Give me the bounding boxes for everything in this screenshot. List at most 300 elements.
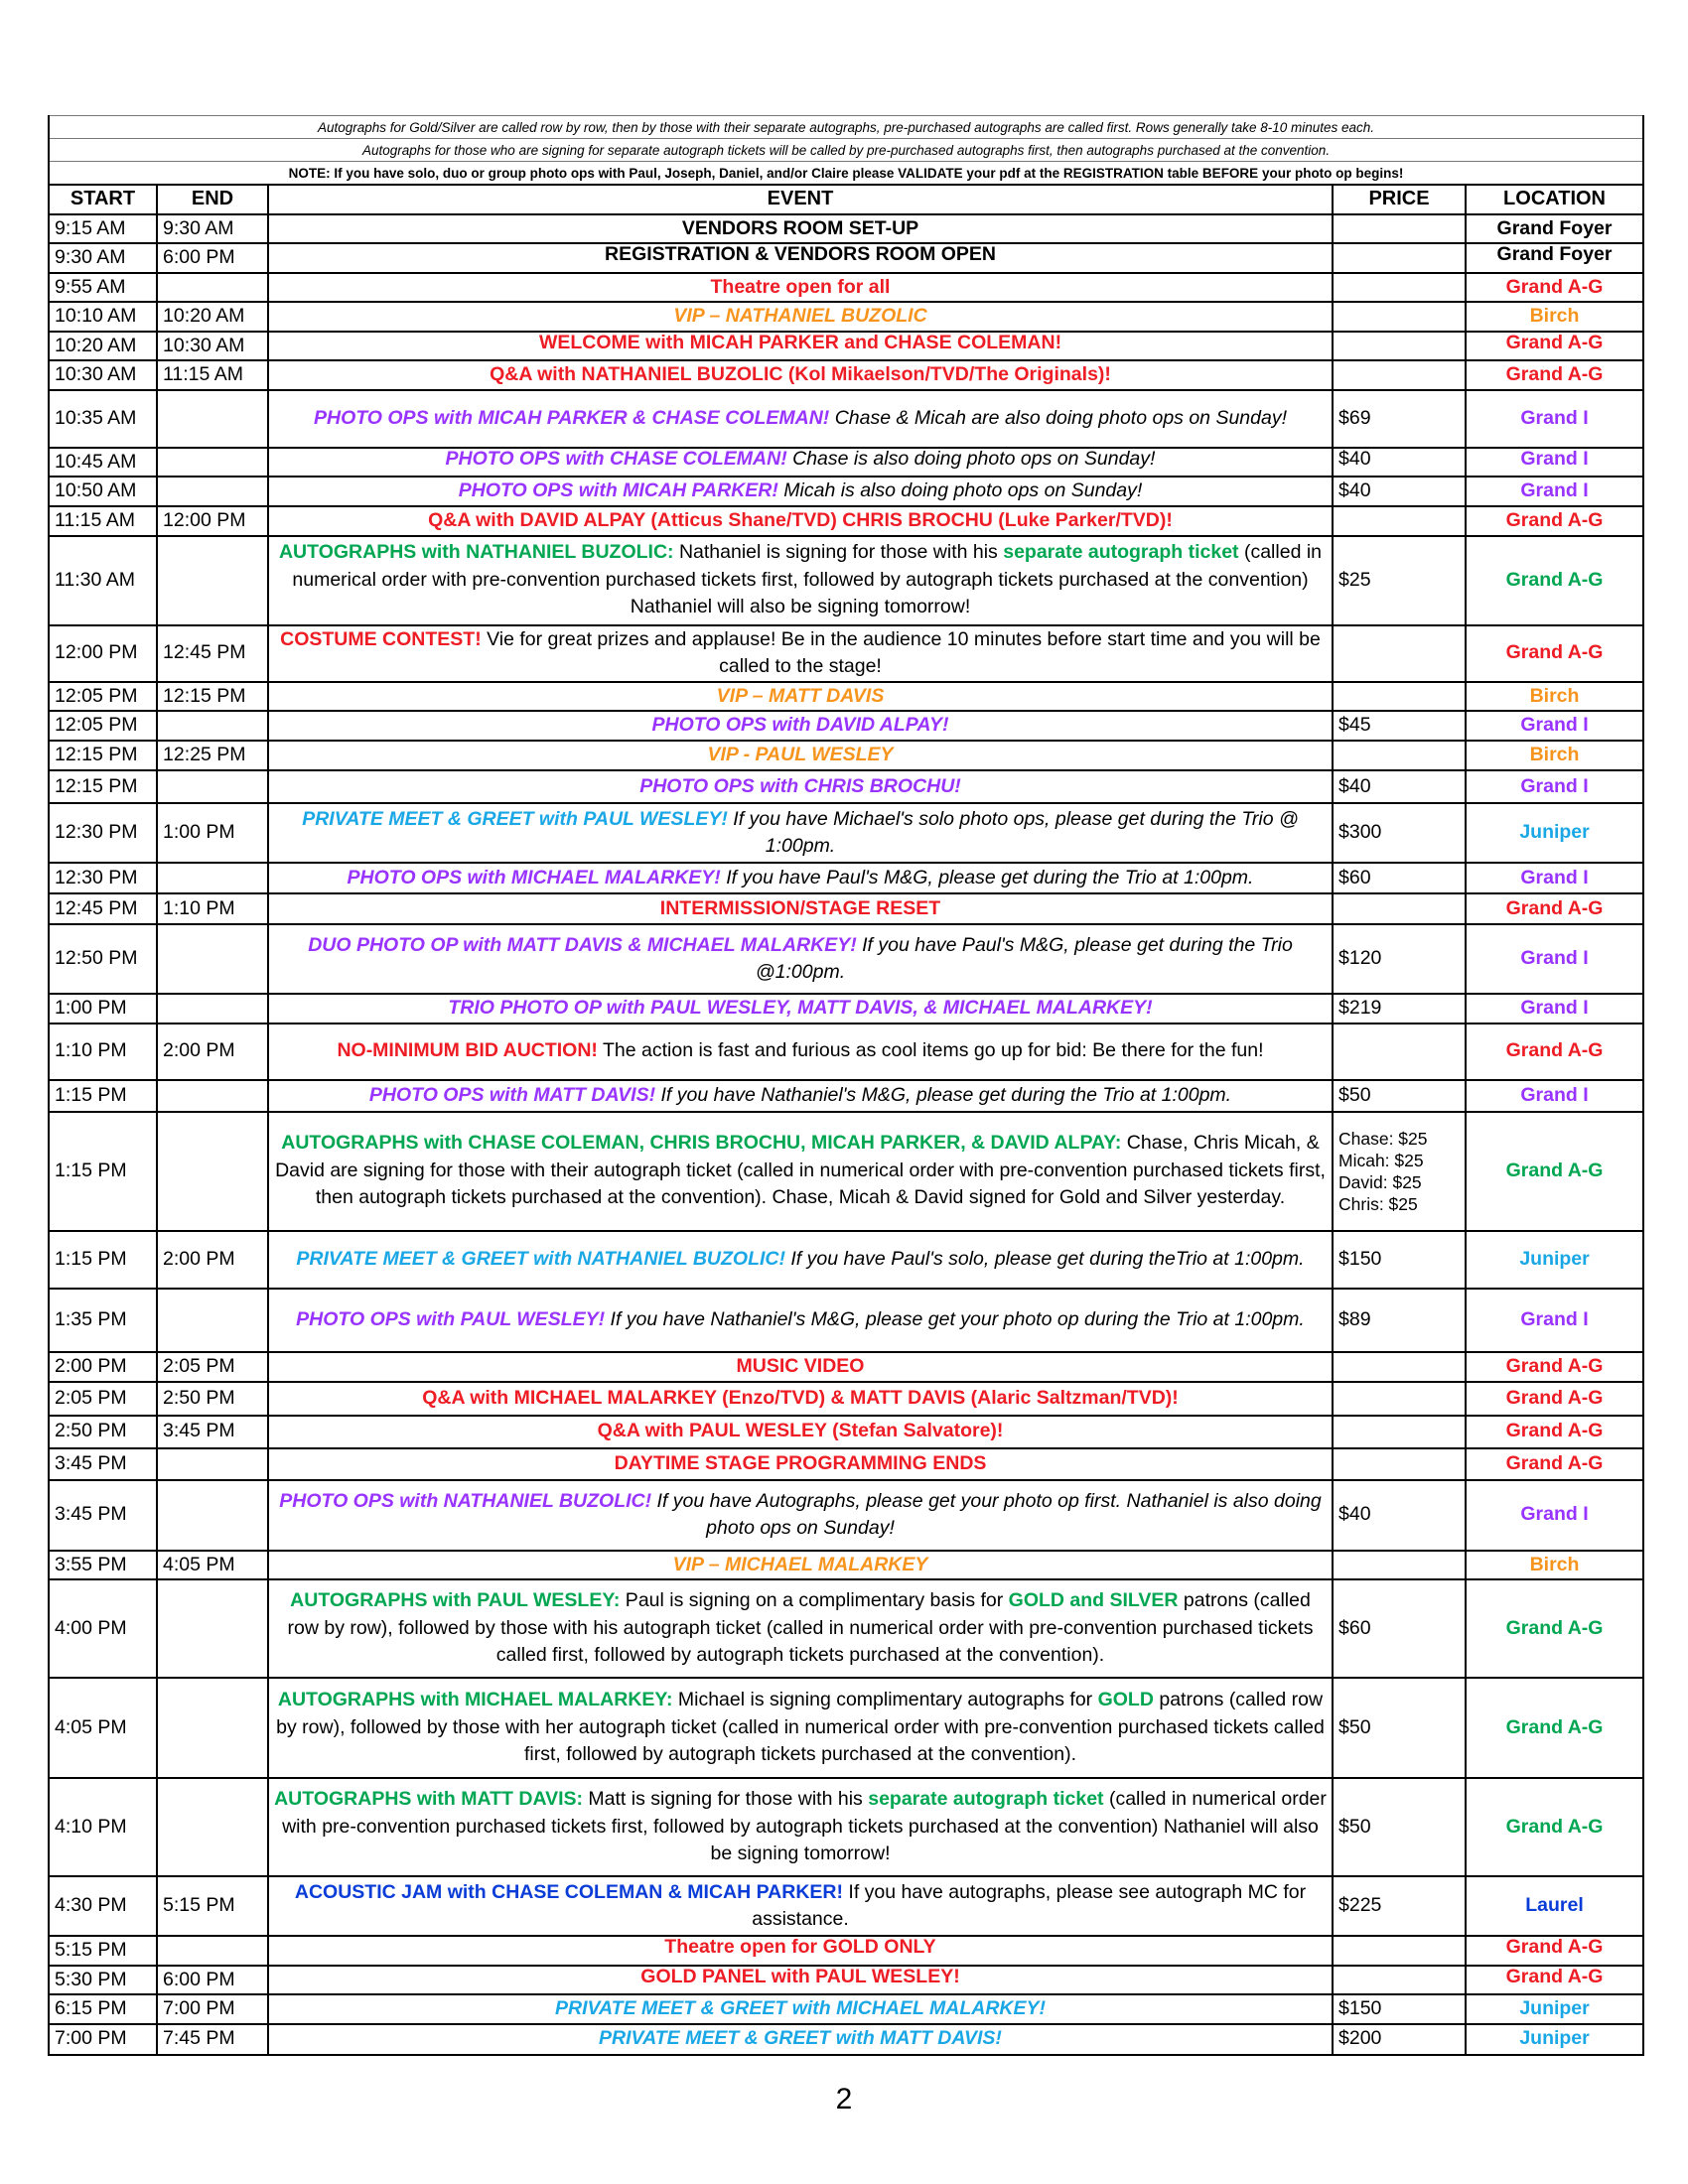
start-time: 12:05 PM [49,711,157,741]
event-description [268,770,1333,803]
event-text: WELCOME with MICAH PARKER and CHASE COLEMAN! [538,331,1062,353]
event-text: VIP - PAUL WESLEY [707,744,894,766]
price: $120 [1333,924,1466,994]
start-time: 1:15 PM [49,1112,157,1231]
event-text: (called in numerical order with pre-convention purchased tickets first, followed by autograph tickets purchased at the convention) Nathaniel will also be signing tomorrow! [282,1788,1327,1865]
end-time [157,448,268,478]
end-time: 7:00 PM [157,1994,268,2024]
location: Laurel [1466,1876,1643,1936]
event-text: TRIO PHOTO OP with PAUL WESLEY, MATT DAVIS, & MICHAEL MALARKEY! [448,997,1153,1019]
start-time: 2:00 PM [49,1352,157,1382]
schedule-row [49,273,1643,303]
event-description [268,1936,1333,1966]
start-time: 12:15 PM [49,741,157,770]
start-time: 11:15 AM [49,506,157,536]
schedule-row [49,1448,1643,1480]
schedule-row [49,1936,1643,1966]
price: $225 [1333,1876,1466,1936]
event-text: AUTOGRAPHS with NATHANIEL BUZOLIC: [278,541,674,564]
schedule-row [49,1480,1643,1551]
start-time: 12:50 PM [49,924,157,994]
event-text: Chase & Micah are also doing photo ops on Sunday! [829,406,1287,429]
end-time [157,1448,268,1480]
event-text: PRIVATE MEET & GREET with PAUL WESLEY! [302,807,728,830]
start-time: 4:30 PM [49,1876,157,1936]
event-text: MUSIC VIDEO [736,1354,865,1377]
event-text: (called in numerical order with pre-convention purchased tickets first, followed by autograph tickets purchased at the convention) Nathaniel will also be signing tomorrow! [292,541,1323,618]
price [1333,625,1466,682]
event-description [268,1480,1333,1551]
event-text: Chase is also doing photo ops on Sunday! [786,447,1156,470]
event-text: Vie for great prizes and applause! Be in the audience 10 minutes before start time and you will be called to the stage! [481,627,1321,677]
page-number: 2 [835,2083,853,2116]
note-validate-pdf: NOTE: If you have solo, duo or group photo ops with Paul, Joseph, Daniel, and/or Claire please VALIDATE your pdf at the REGISTRATION table BEFORE your photo op begins! [49,162,1643,186]
end-time: 5:15 PM [157,1876,268,1936]
event-text: AUTOGRAPHS with MICHAEL MALARKEY: [277,1689,673,1711]
end-time: 12:00 PM [157,506,268,536]
schedule-row [49,506,1643,536]
schedule-row [49,1416,1643,1448]
schedule-row [49,214,1643,244]
schedule-row [49,448,1643,478]
location: Birch [1466,682,1643,712]
price: $40 [1333,770,1466,803]
schedule-row [49,770,1643,803]
event-description [268,924,1333,994]
header-end: END [157,185,268,214]
event-description [268,390,1333,448]
start-time: 5:15 PM [49,1936,157,1966]
event-description [268,1352,1333,1382]
start-time: 3:45 PM [49,1480,157,1551]
schedule-row [49,803,1643,863]
event-description [268,214,1333,244]
event-text: PHOTO OPS with PAUL WESLEY! [296,1307,606,1330]
schedule-row [49,2024,1643,2055]
header-row [49,185,1643,214]
note-row [49,139,1643,162]
location: Juniper [1466,1994,1643,2024]
event-text: Michael is signing complimentary autographs for [672,1689,1098,1711]
schedule-row [49,1289,1643,1352]
event-text: Q&A with DAVID ALPAY (Atticus Shane/TVD) CHRIS BROCHU (Luke Parker/TVD)! [428,508,1173,531]
end-time [157,1289,268,1352]
event-text: VIP – NATHANIEL BUZOLIC [673,305,927,327]
location: Grand A-G [1466,1352,1643,1382]
price [1333,214,1466,244]
start-time: 10:20 AM [49,332,157,361]
schedule-row [49,477,1643,506]
end-time: 1:00 PM [157,803,268,863]
price: $40 [1333,477,1466,506]
note-separate-tickets: Autographs for those who are signing for separate autograph tickets will be called by pre-purchased autographs first, then autographs purchased at the convention. [49,139,1643,162]
schedule-row [49,1231,1643,1289]
location: Grand A-G [1466,1448,1643,1480]
end-time [157,1112,268,1231]
event-text: If you have Paul's solo, please get during theTrio at 1:00pm. [784,1247,1305,1270]
end-time: 3:45 PM [157,1416,268,1448]
location: Grand A-G [1466,1778,1643,1876]
start-time: 1:10 PM [49,1024,157,1080]
event-text: DAYTIME STAGE PROGRAMMING ENDS [614,1451,987,1474]
start-time: 2:05 PM [49,1382,157,1416]
start-time: 3:55 PM [49,1551,157,1580]
event-text: GOLD [1097,1689,1154,1711]
end-time: 11:15 AM [157,360,268,390]
end-time: 12:45 PM [157,625,268,682]
header-event: EVENT [268,185,1333,214]
price [1333,273,1466,303]
end-time [157,1778,268,1876]
price: $40 [1333,448,1466,478]
schedule-row [49,682,1643,712]
start-time: 12:00 PM [49,625,157,682]
event-description [268,302,1333,332]
event-description [268,1416,1333,1448]
event-text: patrons (called row by row), followed by those with her autograph ticket (called in numerical order with pre-convention purchased tickets called first, followed by autograph tickets purchased at the convention). [276,1689,1325,1766]
location: Grand A-G [1466,625,1643,682]
event-text: If you have Paul's M&G, please get during the Trio at 1:00pm. [720,866,1254,888]
event-description [268,2024,1333,2055]
location: Grand A-G [1466,536,1643,625]
location: Grand I [1466,477,1643,506]
location: Grand I [1466,863,1643,893]
event-description [268,863,1333,893]
start-time: 2:50 PM [49,1416,157,1448]
event-text: INTERMISSION/STAGE RESET [659,896,941,919]
event-text: VIP – MICHAEL MALARKEY [672,1553,928,1575]
start-time: 9:55 AM [49,273,157,303]
end-time: 9:30 AM [157,214,268,244]
price [1333,1352,1466,1382]
end-time: 6:00 PM [157,1966,268,1995]
price [1333,243,1466,273]
start-time: 6:15 PM [49,1994,157,2024]
start-time: 4:05 PM [49,1678,157,1778]
event-description [268,1231,1333,1289]
schedule-row [49,924,1643,994]
end-time: 10:30 AM [157,332,268,361]
event-text: VENDORS ROOM SET-UP [681,216,919,239]
start-time: 12:45 PM [49,893,157,924]
event-text: Paul is signing on a complimentary basis for [620,1589,1009,1612]
schedule-row [49,1678,1643,1778]
event-text: PHOTO OPS with NATHANIEL BUZOLIC! [279,1489,652,1512]
schedule-row [49,243,1643,273]
event-text: If you have Nathaniel's M&G, please get your photo op during the Trio at 1:00pm. [605,1307,1305,1330]
price [1333,741,1466,770]
start-time: 9:15 AM [49,214,157,244]
price: $40 [1333,1480,1466,1551]
event-text: Q&A with NATHANIEL BUZOLIC (Kol Mikaelson/TVD/The Originals)! [490,363,1111,385]
end-time: 10:20 AM [157,302,268,332]
start-time: 12:05 PM [49,682,157,712]
event-description [268,360,1333,390]
end-time: 4:05 PM [157,1551,268,1580]
price: $150 [1333,1994,1466,2024]
location: Grand A-G [1466,332,1643,361]
event-text: PHOTO OPS with CHASE COLEMAN! [445,447,787,470]
start-time: 10:45 AM [49,448,157,478]
start-time: 9:30 AM [49,243,157,273]
price [1333,1966,1466,1995]
event-text: DUO PHOTO OP with MATT DAVIS & MICHAEL MALARKEY! [308,933,857,956]
start-time: 1:00 PM [49,994,157,1024]
start-time: 12:30 PM [49,863,157,893]
event-description [268,536,1333,625]
header-start: START [49,185,157,214]
schedule-row [49,360,1643,390]
start-time: 1:15 PM [49,1080,157,1112]
start-time: 10:10 AM [49,302,157,332]
end-time: 1:10 PM [157,893,268,924]
event-text: COSTUME CONTEST! [280,627,482,650]
price: $25 [1333,536,1466,625]
schedule-row [49,741,1643,770]
event-description [268,1678,1333,1778]
schedule-row [49,1778,1643,1876]
end-time [157,770,268,803]
location: Birch [1466,302,1643,332]
end-time [157,1080,268,1112]
price [1333,1448,1466,1480]
end-time: 7:45 PM [157,2024,268,2055]
event-text: PHOTO OPS with DAVID ALPAY! [651,714,949,737]
end-time [157,924,268,994]
header-location: LOCATION [1466,185,1643,214]
event-description [268,1289,1333,1352]
end-time: 2:05 PM [157,1352,268,1382]
price [1333,1024,1466,1080]
start-time: 10:30 AM [49,360,157,390]
price [1333,1551,1466,1580]
price: $60 [1333,863,1466,893]
location: Grand I [1466,1289,1643,1352]
price: $50 [1333,1778,1466,1876]
start-time: 11:30 AM [49,536,157,625]
schedule-row [49,893,1643,924]
end-time [157,863,268,893]
end-time: 2:00 PM [157,1231,268,1289]
event-text: AUTOGRAPHS with PAUL WESLEY: [290,1589,621,1612]
event-text: AUTOGRAPHS with CHASE COLEMAN, CHRIS BROCHU, MICAH PARKER, & DAVID ALPAY: [281,1132,1122,1155]
location: Grand A-G [1466,1382,1643,1416]
event-text: PHOTO OPS with CHRIS BROCHU! [639,774,961,797]
event-description [268,1448,1333,1480]
event-text: separate autograph ticket [1003,541,1239,564]
event-description [268,803,1333,863]
price [1333,1112,1466,1231]
start-time: 5:30 PM [49,1966,157,1995]
location: Grand A-G [1466,1678,1643,1778]
event-description [268,1994,1333,2024]
event-text: Q&A with MICHAEL MALARKEY (Enzo/TVD) & MATT DAVIS (Alaric Saltzman/TVD)! [422,1386,1179,1409]
location: Grand A-G [1466,1416,1643,1448]
start-time: 12:15 PM [49,770,157,803]
schedule-row [49,1080,1643,1112]
schedule-row [49,302,1643,332]
location: Grand I [1466,924,1643,994]
event-description [268,1778,1333,1876]
event-text: If you have Paul's M&G, please get during the Trio @1:00pm. [755,933,1293,983]
schedule-row [49,994,1643,1024]
event-description [268,994,1333,1024]
location: Grand I [1466,1080,1643,1112]
start-time: 1:15 PM [49,1231,157,1289]
end-time: 12:25 PM [157,741,268,770]
location: Grand Foyer [1466,243,1643,273]
price-item: Chris: $25 [1338,1193,1418,1214]
schedule-row [49,1352,1643,1382]
location: Birch [1466,741,1643,770]
schedule-row [49,1966,1643,1995]
schedule-row [49,1024,1643,1080]
location: Juniper [1466,2024,1643,2055]
price-item: Chase: $25 [1338,1128,1428,1149]
event-text: If you have autographs, please see autograph MC for assistance. [752,1880,1307,1930]
price: $50 [1333,1080,1466,1112]
location: Grand A-G [1466,506,1643,536]
event-description [268,893,1333,924]
note-row [49,162,1643,186]
event-text: PRIVATE MEET & GREET with MICHAEL MALARKEY! [554,1997,1046,2019]
start-time: 10:35 AM [49,390,157,448]
location: Grand I [1466,1480,1643,1551]
schedule-row [49,625,1643,682]
schedule-body [49,116,1643,2055]
end-time [157,711,268,741]
schedule-row [49,863,1643,893]
price [1333,893,1466,924]
end-time [157,1936,268,1966]
event-text: PHOTO OPS with MICHAEL MALARKEY! [347,866,721,888]
event-description [268,243,1333,273]
end-time: 2:50 PM [157,1382,268,1416]
event-text: Micah is also doing photo ops on Sunday! [777,479,1143,501]
price: $69 [1333,390,1466,448]
start-time: 7:00 PM [49,2024,157,2055]
location: Grand I [1466,994,1643,1024]
location: Juniper [1466,803,1643,863]
event-description [268,1966,1333,1995]
end-time [157,390,268,448]
event-description [268,1112,1333,1231]
location: Grand I [1466,390,1643,448]
start-time: 4:10 PM [49,1778,157,1876]
event-description [268,273,1333,303]
location: Grand Foyer [1466,214,1643,244]
end-time [157,1480,268,1551]
event-description [268,1382,1333,1416]
price: $60 [1333,1579,1466,1678]
schedule-row [49,1551,1643,1580]
event-text: GOLD and SILVER [1008,1589,1179,1612]
event-text: Q&A with PAUL WESLEY (Stefan Salvatore)! [597,1420,1004,1442]
price: $300 [1333,803,1466,863]
location: Grand A-G [1466,1579,1643,1678]
end-time [157,1579,268,1678]
location: Grand A-G [1466,1024,1643,1080]
event-text: PRIVATE MEET & GREET with NATHANIEL BUZOLIC! [296,1247,785,1270]
location: Grand A-G [1466,1936,1643,1966]
event-description [268,1080,1333,1112]
location: Grand I [1466,770,1643,803]
event-text: VIP – MATT DAVIS [716,684,885,707]
event-text: AUTOGRAPHS with MATT DAVIS: [274,1788,583,1811]
start-time: 3:45 PM [49,1448,157,1480]
schedule-table [48,115,1644,2056]
header-price: PRICE [1333,185,1466,214]
price: $219 [1333,994,1466,1024]
start-time: 1:35 PM [49,1289,157,1352]
price-item: Micah: $25 [1338,1150,1424,1170]
price: $89 [1333,1289,1466,1352]
event-text: REGISTRATION & VENDORS ROOM OPEN [605,243,996,265]
schedule-row [49,390,1643,448]
price: $200 [1333,2024,1466,2055]
price: $50 [1333,1678,1466,1778]
price [1333,1936,1466,1966]
schedule-row [49,332,1643,361]
price [1333,506,1466,536]
event-description [268,1876,1333,1936]
event-text: ACOUSTIC JAM with CHASE COLEMAN & MICAH PARKER! [294,1880,843,1903]
schedule-row [49,1382,1643,1416]
location: Birch [1466,1551,1643,1580]
event-text: PHOTO OPS with MATT DAVIS! [368,1083,656,1106]
price: $150 [1333,1231,1466,1289]
event-description [268,741,1333,770]
location: Grand A-G [1466,273,1643,303]
start-time: 10:50 AM [49,477,157,506]
end-time: 12:15 PM [157,682,268,712]
note-gold-silver: Autographs for Gold/Silver are called row by row, then by those with their separate autographs, pre-purchased autographs are called first. Rows generally take 8-10 minutes each. [49,116,1643,139]
note-row [49,116,1643,139]
event-text: Nathaniel is signing for those with his [673,541,1004,564]
event-description [268,506,1333,536]
price [1333,1382,1466,1416]
end-time [157,994,268,1024]
event-text: If you have Michael's solo photo ops, please get during the Trio @ 1:00pm. [727,807,1299,857]
end-time: 6:00 PM [157,243,268,273]
event-text: If you have Autographs, please get your photo op first. Nathaniel is also doing photo ops on Sunday! [651,1489,1322,1539]
price [1333,302,1466,332]
location: Grand A-G [1466,360,1643,390]
event-text: Theatre open for GOLD ONLY [664,1936,936,1958]
event-text: If you have Nathaniel's M&G, please get during the Trio at 1:00pm. [655,1083,1232,1106]
location: Grand A-G [1466,893,1643,924]
event-text: Theatre open for all [710,275,891,298]
event-text: PHOTO OPS with MICAH PARKER & CHASE COLEMAN! [313,406,830,429]
event-description [268,1024,1333,1080]
schedule-row [49,711,1643,741]
event-text: Chase, Chris Micah, & David are signing for those with their autograph ticket (called in numerical order with pre-convention purchased tickets first, then autograph tickets purchased at the convention). Chase, Micah & David signed for Gold and Silver yesterday. [275,1132,1326,1209]
start-time: 4:00 PM [49,1579,157,1678]
price [1333,1416,1466,1448]
event-text: patrons (called row by row), followed by those with his autograph ticket (called in numerical order with pre-convention purchased tickets called first, followed by autograph tickets purchased at the convention). [287,1589,1314,1667]
event-text: separate autograph ticket [868,1788,1104,1811]
event-description [268,711,1333,741]
schedule-row [49,1876,1643,1936]
event-description [268,1579,1333,1678]
event-description [268,625,1333,682]
location: Grand I [1466,448,1643,478]
start-time: 12:30 PM [49,803,157,863]
end-time: 2:00 PM [157,1024,268,1080]
event-text: PHOTO OPS with MICAH PARKER! [458,479,778,501]
event-text: The action is fast and furious as cool items go up for bid: Be there for the fun! [597,1039,1264,1062]
end-time [157,477,268,506]
